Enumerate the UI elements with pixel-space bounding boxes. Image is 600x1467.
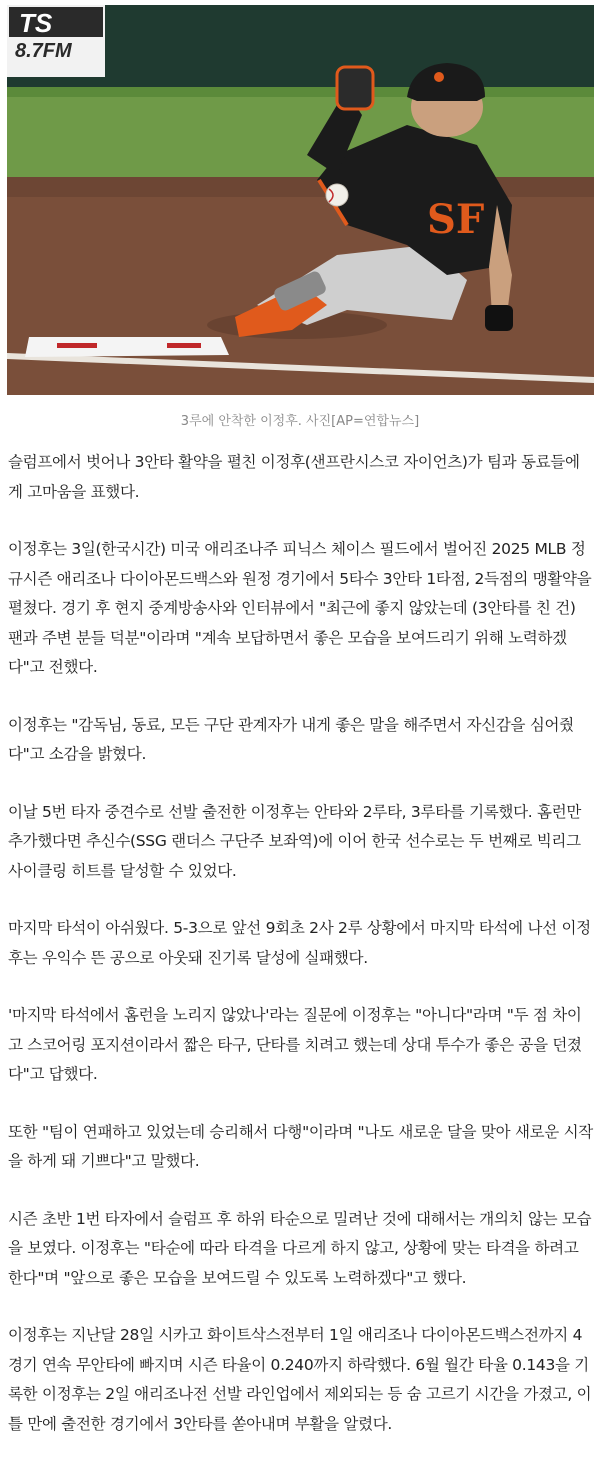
paragraph-3: 이정후는 "감독님, 동료, 모든 구단 관계자가 내게 좋은 말을 해주면서 자신감을 심어줬다"고 소감을 밝혔다. [8,715,574,763]
wall-sign-text: TS [19,8,53,38]
paragraph-5: 마지막 타석이 아쉬웠다. 5-3으로 앞선 9회초 2사 2루 상황에서 마지막 타석에 나선 이정후는 우익수 뜬 공으로 아웃돼 진기록 달성에 실패했다. [8,919,591,967]
baseball-icon [326,184,348,206]
article-body [8,448,594,1467]
player-glove [485,305,513,331]
paragraph-8: 시즌 초반 1번 타자에서 슬럼프 후 하위 타순으로 밀려난 것에 대해서는 개의치 않는 모습을 보였다. 이정후는 "타순에 따라 타격을 다르게 하지 않고, 상황에 맞는 타격을 하려고 한다"며 "앞으로 좋은 모습을 보여드릴 수 있도록 노력하겠다"고 했다. [8,1209,592,1287]
article-photo [7,5,594,395]
baseball-slide-photo [7,5,594,395]
outfield-grass [7,87,594,177]
paragraph-1: 슬럼프에서 벗어나 3안타 활약을 펼친 이정후(샌프란시스코 자이언츠)가 팀과 동료들에게 고마움을 표했다. [8,453,580,501]
wall-sign-subtext: 8.7FM [15,40,72,62]
paragraph-4: 이날 5번 타자 중견수로 선발 출전한 이정후는 안타와 2루타, 3루타를 기록했다. 홈런만 추가했다면 추신수(SSG 랜더스 구단주 보좌역)에 이어 한국 선수로는 두 번째로 빅리그 사이클링 히트를 달성할 수 있었다. [8,802,582,880]
paragraph-2: 이정후는 3일(한국시간) 미국 애리조나주 피닉스 체이스 필드에서 벌어진 2025 MLB 정규시즌 애리조나 다이아몬드백스와 원정 경기에서 5타수 3안타 1타점, 2득점의 맹활약을 펼쳤다. 경기 후 현지 중계방송사와 인터뷰에서 "최근에 좋지 않았는데 (3안타를 친 건) 팬과 주변 분들 덕분"이라며 "계속 보답하면서 좋은 모습을 보여드리기 위해 노력하겠다"고 전했다. [8,540,592,676]
paragraph-9: 이정후는 지난달 28일 시카고 화이트삭스전부터 1일 애리조나 다이아몬드백스전까지 4경기 연속 무안타에 빠지며 시즌 타율이 0.240까지 하락했다. 6월 월간 타율 0.143을 기록한 이정후는 2일 애리조나전 선발 라인업에서 제외되는 등 숨 고르기 시간을 가졌고, 이틀 만에 출전한 경기에서 3안타를 쏟아내며 부활을 알렸다. [8,1326,592,1433]
batting-glove [337,67,373,109]
paragraph-6: '마지막 타석에서 홈런을 노리지 않았나'라는 질문에 이정후는 "아니다"라며 "두 점 차이고 스코어링 포지션이라서 짧은 타구, 단타를 치려고 했는데 상대 투수가 좋은 공을 던졌다"고 답했다. [8,1006,582,1083]
sf-logo-icon: SF [427,196,485,243]
photo-caption: 3루에 안착한 이정후. 사진[AP=연합뉴스] [180,414,420,429]
paragraph-7: 또한 "팀이 연패하고 있었는데 승리해서 다행"이라며 "나도 새로운 달을 맞아 새로운 시작을 하게 돼 기쁘다"고 말했다. [8,1122,593,1170]
